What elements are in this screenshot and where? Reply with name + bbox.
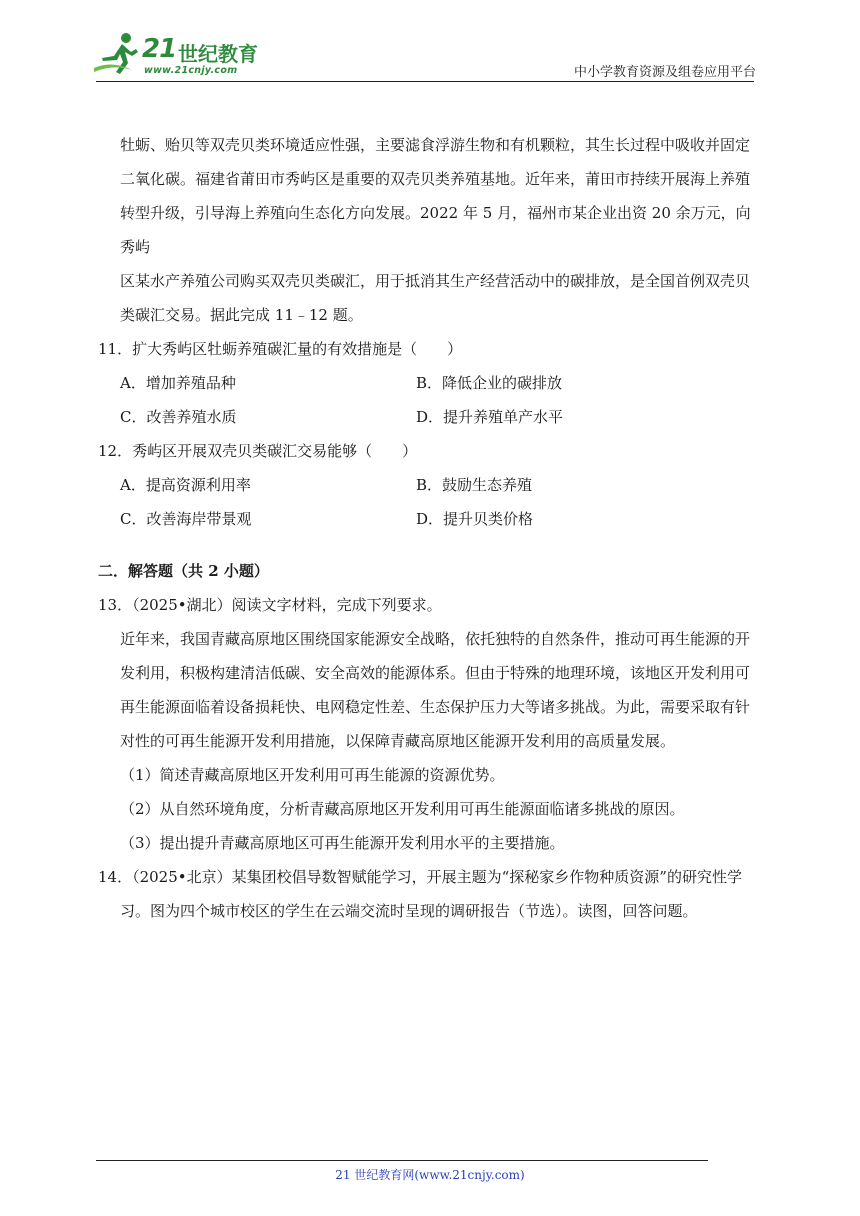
- intro-line: 区某水产养殖公司购买双壳贝类碳汇，用于抵消其生产经营活动中的碳排放，是全国首例双壳贝: [120, 272, 751, 290]
- sub-question: （3）提出提升青藏高原地区可再生能源开发利用水平的主要措施。: [120, 834, 565, 852]
- option-a[interactable]: A．增加养殖品种: [120, 374, 236, 392]
- intro-line: 牡蛎、贻贝等双壳贝类环境适应性强，主要滤食浮游生物和有机颗粒，其生长过程中吸收并固定: [120, 136, 751, 154]
- question-stem: 11．扩大秀屿区牡蛎养殖碳汇量的有效措施是（ ）: [98, 340, 463, 358]
- material-line: 近年来，我国青藏高原地区围绕国家能源安全战略，依托独特的自然条件，推动可再生能源的开: [120, 630, 751, 648]
- option-d[interactable]: D．提升贝类价格: [416, 510, 534, 528]
- section-heading: 二．解答题（共 2 小题）: [98, 562, 269, 580]
- footer-link[interactable]: 21 世纪教育网(www.21cnjy.com): [335, 1168, 525, 1182]
- question-14: [98, 860, 762, 928]
- logo-url: www.21cnjy.com: [144, 65, 238, 76]
- question-13: [98, 588, 762, 860]
- question-12: [98, 434, 762, 536]
- footer-divider: [96, 1160, 708, 1161]
- document-body: [98, 128, 762, 928]
- question-stem-cont: 习。图为四个城市校区的学生在云端交流时呈现的调研报告（节选）。读图，回答问题。: [120, 902, 698, 920]
- material-line: 对性的可再生能源开发利用措施，以保障青藏高原地区能源开发利用的高质量发展。: [120, 732, 676, 750]
- option-row: [98, 502, 762, 536]
- intro-passage: [98, 128, 762, 332]
- option-row: [98, 366, 762, 400]
- sub-question: （2）从自然环境角度，分析青藏高原地区开发利用可再生能源面临诸多挑战的原因。: [120, 800, 685, 818]
- intro-line: 转型升级，引导海上养殖向生态化方向发展。2022 年 5 月，福州市某企业出资 20 余万元，向秀屿: [120, 204, 751, 256]
- logo-text: 世纪教育: [178, 42, 258, 66]
- sub-question: （1）简述青藏高原地区开发利用可再生能源的资源优势。: [120, 766, 505, 784]
- option-a[interactable]: A．提高资源利用率: [120, 476, 251, 494]
- question-stem: 13．（2025•湖北）阅读文字材料，完成下列要求。: [98, 596, 442, 614]
- option-c[interactable]: C．改善养殖水质: [120, 408, 237, 426]
- question-stem: 12．秀屿区开展双壳贝类碳汇交易能够（ ）: [98, 442, 418, 460]
- header-divider: [96, 81, 754, 82]
- platform-title: 中小学教育资源及组卷应用平台: [573, 65, 756, 80]
- option-b[interactable]: B．降低企业的碳排放: [416, 374, 563, 392]
- option-d[interactable]: D．提升养殖单产水平: [416, 408, 564, 426]
- intro-line: 二氧化碳。福建省莆田市秀屿区是重要的双壳贝类养殖基地。近年来，莆田市持续开展海上养殖: [120, 170, 751, 188]
- site-logo[interactable]: [92, 30, 262, 80]
- option-c[interactable]: C．改善海岸带景观: [120, 510, 252, 528]
- option-row: [98, 400, 762, 434]
- question-11: [98, 332, 762, 434]
- material-line: 发利用，积极构建清洁低碳、安全高效的能源体系。但由于特殊的地理环境，该地区开发利用可: [120, 664, 751, 682]
- intro-line: 类碳汇交易。据此完成 11﹣12 题。: [120, 306, 363, 324]
- logo-number: 21: [142, 34, 177, 64]
- page-header: [0, 0, 860, 90]
- option-row: [98, 468, 762, 502]
- question-stem: 14．（2025•北京）某集团校倡导数智赋能学习，开展主题为“探秘家乡作物种质资源”的研究性学: [98, 868, 742, 886]
- material-line: 再生能源面临着设备损耗快、电网稳定性差、生态保护压力大等诸多挑战。为此，需要采取有针: [120, 698, 751, 716]
- option-b[interactable]: B．鼓励生态养殖: [416, 476, 533, 494]
